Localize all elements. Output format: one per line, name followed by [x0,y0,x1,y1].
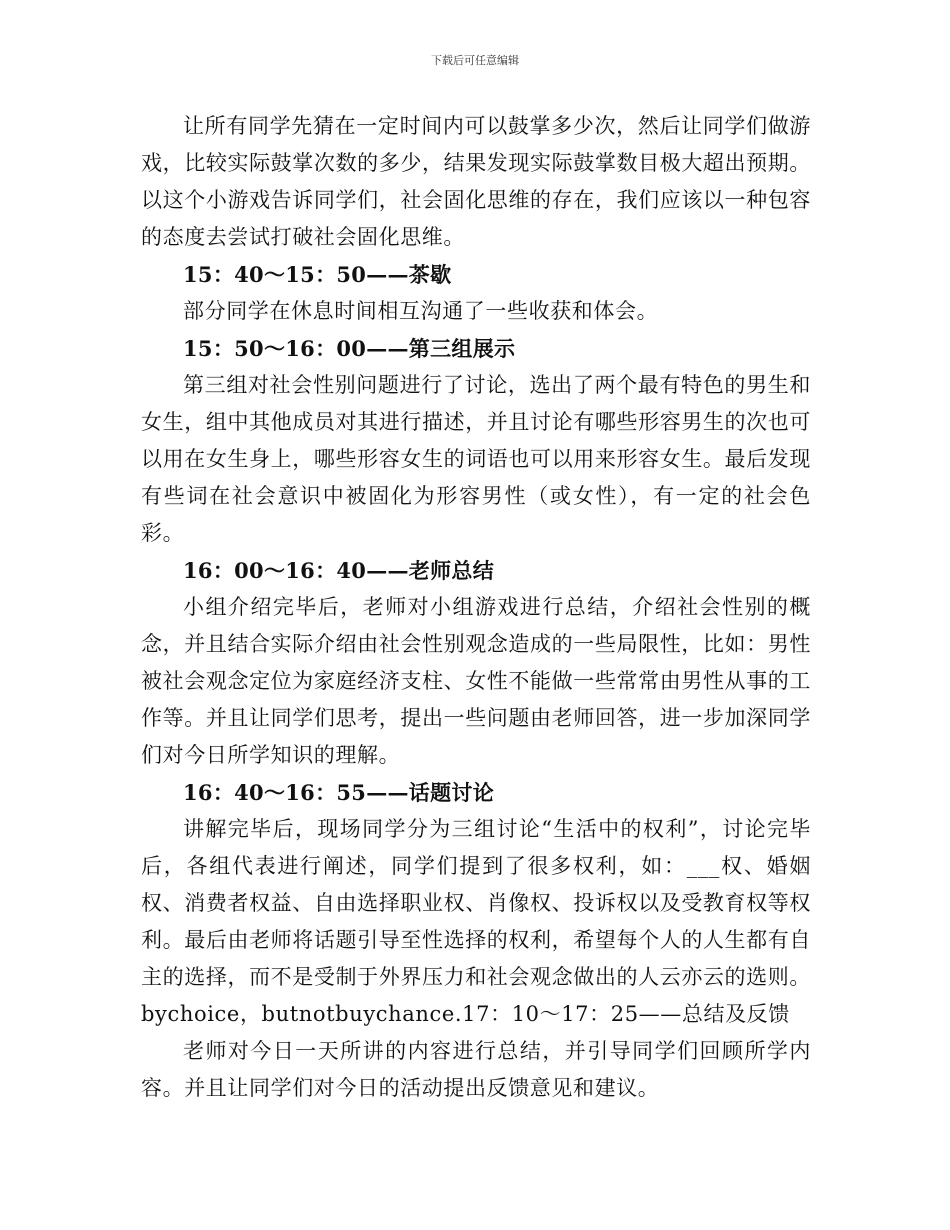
paragraph-topic-discussion: 讲解完毕后，现场同学分为三组讨论“生活中的权利”，讨论完毕后，各组代表进行阐述，同学们提到了很多权利，如：___权、婚姻权、消费者权益、自由选择职业权、肖像权、投诉权以及受教育权等权利。最后由老师将话题引导至性选择的权利，希望每个人的人生都有自主的选择，而不是受制于外界压力和社会观念做出的人云亦云的选则。bychoice，butnotbuychance.17：10～17：25——总结及反馈 [141,817,811,1026]
paragraph-feedback: 老师对今日一天所讲的内容进行总结，并引导同学们回顾所学内容。并且让同学们对今日的活动提出反馈意见和建议。 [141,1039,811,1100]
heading-topic-discussion: 16：40～16：55——话题讨论 [183,780,494,805]
heading-group-three: 15：50～16：00——第三组展示 [183,336,516,361]
heading-teacher-summary: 16：00～16：40——老师总结 [183,558,494,583]
paragraph-clapping-game: 让所有同学先猜在一定时间内可以鼓掌多少次，然后让同学们做游戏，比较实际鼓掌次数的多少，结果发现实际鼓掌数目极大超出预期。以这个小游戏告诉同学们，社会固化思维的存在，我们应该以一种包容的态度去尝试打破社会固化思维。 [141,114,811,249]
paragraph-tea-break: 部分同学在休息时间相互沟通了一些收获和体会。 [183,299,659,323]
page-header: 下载后可任意编辑 [431,54,519,67]
paragraph-teacher-summary: 小组介绍完毕后，老师对小组游戏进行总结，介绍社会性别的概念，并且结合实际介绍由社会性别观念造成的一些局限性，比如：男性被社会观念定位为家庭经济支柱、女性不能做一些常常由男性从事的工作等。并且让同学们思考，提出一些问题由老师回答，进一步加深同学们对今日所学知识的理解。 [141,595,811,767]
paragraph-group-three: 第三组对社会性别问题进行了讨论，选出了两个最有特色的男生和女生，组中其他成员对其进行描述，并且讨论有哪些形容男生的次也可以用在女生身上，哪些形容女生的词语也可以用来形容女生。最后发现有些词在社会意识中被固化为形容男性（或女性），有一定的社会色彩。 [141,373,811,545]
heading-tea-break: 15：40～15：50——茶歇 [183,262,452,287]
document-body [141,108,811,1107]
